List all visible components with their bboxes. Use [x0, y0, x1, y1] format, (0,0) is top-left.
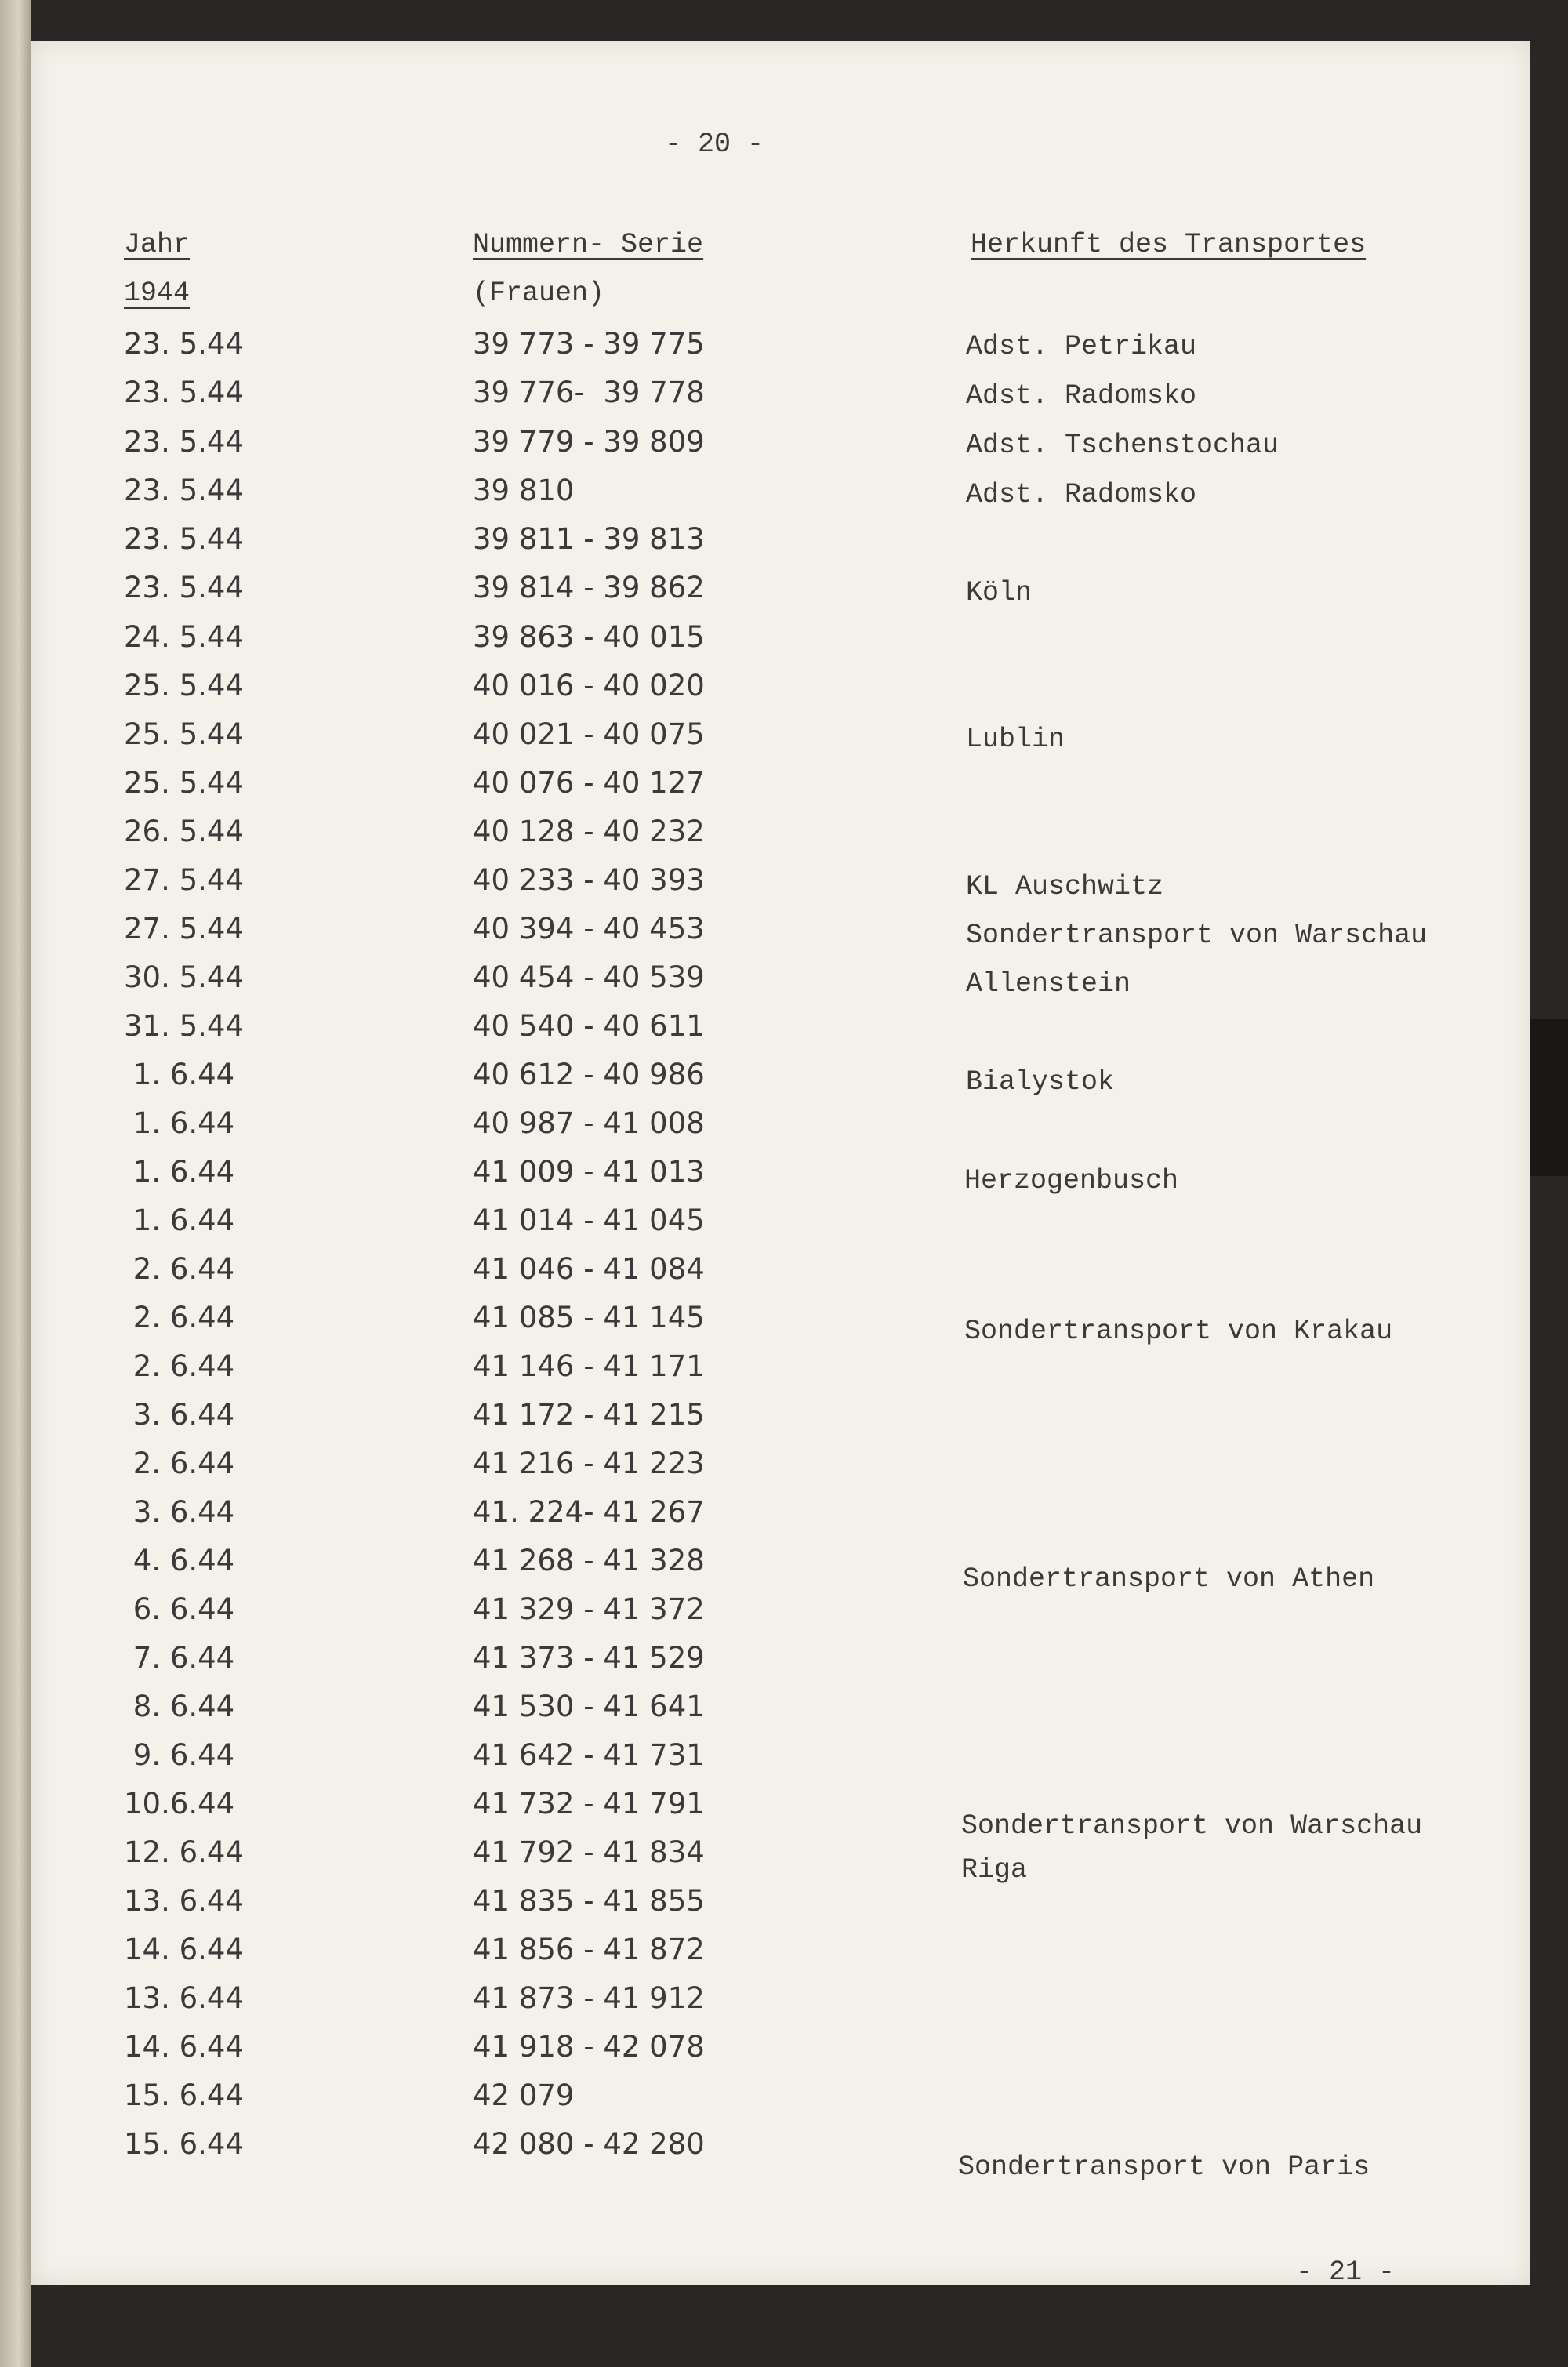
row-date: 2. 6.44 — [124, 1447, 235, 1480]
row-date: 23. 5.44 — [124, 376, 244, 409]
row-series: 39 810 — [473, 474, 575, 507]
row-date: 3. 6.44 — [124, 1398, 235, 1432]
row-series: 40 021 - 40 075 — [473, 717, 705, 751]
row-origin: KL Auschwitz — [966, 871, 1164, 902]
row-date: 30. 5.44 — [124, 960, 244, 994]
row-series: 39 773 - 39 775 — [473, 327, 705, 361]
row-series: 39 814 - 39 862 — [473, 571, 705, 604]
row-origin: Adst. Radomsko — [966, 380, 1197, 412]
row-origin: Adst. Tschenstochau — [966, 430, 1279, 461]
row-series: 40 612 - 40 986 — [473, 1058, 705, 1091]
row-series: 41 009 - 41 013 — [473, 1155, 705, 1189]
row-date: 1. 6.44 — [124, 1203, 235, 1237]
row-date: 26. 5.44 — [124, 815, 244, 848]
header-origin: Herkunft des Transportes — [971, 229, 1367, 260]
header-series-sub: (Frauen) — [473, 278, 605, 309]
row-series: 41 329 - 41 372 — [473, 1592, 705, 1626]
row-date: 25. 5.44 — [124, 717, 244, 751]
row-series: 41 918 - 42 078 — [473, 2030, 705, 2064]
row-origin: Allenstein — [966, 968, 1131, 1000]
row-date: 1. 6.44 — [124, 1106, 235, 1140]
row-origin: Adst. Petrikau — [966, 331, 1197, 362]
row-origin: Bialystok — [966, 1066, 1115, 1098]
row-origin: Sondertransport von Warschau — [961, 1810, 1423, 1842]
row-series: 41 732 - 41 791 — [473, 1787, 705, 1821]
row-series: 41 216 - 41 223 — [473, 1447, 705, 1480]
row-date: 8. 6.44 — [124, 1690, 235, 1723]
row-origin: Köln — [966, 577, 1033, 608]
row-date: 23. 5.44 — [124, 425, 244, 459]
row-series: 41 085 - 41 145 — [473, 1301, 705, 1334]
row-date: 15. 6.44 — [124, 2078, 244, 2112]
row-origin: Sondertransport von Athen — [963, 1563, 1375, 1595]
header-year: Jahr — [124, 229, 191, 260]
row-series: 39 776- 39 778 — [473, 376, 705, 409]
row-date: 6. 6.44 — [124, 1592, 235, 1626]
row-date: 2. 6.44 — [124, 1349, 235, 1383]
row-date: 27. 5.44 — [124, 863, 244, 897]
document-page — [31, 41, 1530, 2288]
row-series: 41 530 - 41 641 — [473, 1690, 705, 1723]
row-origin: Riga — [961, 1854, 1028, 1886]
row-series: 41. 224- 41 267 — [473, 1495, 705, 1529]
row-date: 23. 5.44 — [124, 522, 244, 556]
row-series: 41 014 - 41 045 — [473, 1203, 705, 1237]
row-series: 40 540 - 40 611 — [473, 1009, 705, 1043]
row-date: 2. 6.44 — [124, 1301, 235, 1334]
row-date: 7. 6.44 — [124, 1641, 235, 1675]
row-date: 3. 6.44 — [124, 1495, 235, 1529]
row-date: 25. 5.44 — [124, 669, 244, 702]
row-series: 40 394 - 40 453 — [473, 912, 705, 946]
row-origin: Sondertransport von Warschau — [966, 920, 1428, 951]
row-series: 41 046 - 41 084 — [473, 1252, 705, 1286]
row-date: 10.6.44 — [124, 1787, 235, 1821]
row-series: 41 835 - 41 855 — [473, 1884, 705, 1918]
page-number-top: - 20 - — [665, 129, 764, 160]
row-origin: Adst. Radomsko — [966, 479, 1197, 510]
row-origin: Herzogenbusch — [964, 1165, 1179, 1196]
row-series: 41 373 - 41 529 — [473, 1641, 705, 1675]
row-series: 39 779 - 39 809 — [473, 425, 705, 459]
row-date: 14. 6.44 — [124, 1933, 244, 1966]
row-date: 1. 6.44 — [124, 1155, 235, 1189]
book-binding — [0, 0, 31, 2367]
row-series: 41 856 - 41 872 — [473, 1933, 705, 1966]
row-series: 41 268 - 41 328 — [473, 1544, 705, 1577]
row-series: 39 863 - 40 015 — [473, 620, 705, 654]
row-series: 41 172 - 41 215 — [473, 1398, 705, 1432]
row-series: 40 233 - 40 393 — [473, 863, 705, 897]
row-date: 23. 5.44 — [124, 571, 244, 604]
row-date: 2. 6.44 — [124, 1252, 235, 1286]
row-series: 40 454 - 40 539 — [473, 960, 705, 994]
row-series: 40 128 - 40 232 — [473, 815, 705, 848]
header-series: Nummern- Serie — [473, 229, 704, 260]
row-date: 27. 5.44 — [124, 912, 244, 946]
header-year-value: 1944 — [124, 278, 191, 309]
row-series: 40 076 - 40 127 — [473, 766, 705, 800]
row-date: 4. 6.44 — [124, 1544, 235, 1577]
row-date: 15. 6.44 — [124, 2127, 244, 2161]
row-date: 24. 5.44 — [124, 620, 244, 654]
row-date: 9. 6.44 — [124, 1738, 235, 1772]
row-series: 40 016 - 40 020 — [473, 669, 705, 702]
row-date: 13. 6.44 — [124, 1884, 244, 1918]
row-series: 42 079 — [473, 2078, 575, 2112]
row-date: 23. 5.44 — [124, 327, 244, 361]
row-series: 40 987 - 41 008 — [473, 1106, 705, 1140]
row-origin: Lublin — [966, 724, 1065, 755]
row-date: 25. 5.44 — [124, 766, 244, 800]
row-series: 41 873 - 41 912 — [473, 1981, 705, 2015]
row-series: 41 642 - 41 731 — [473, 1738, 705, 1772]
page-tab — [1530, 1019, 1568, 1176]
row-date: 23. 5.44 — [124, 474, 244, 507]
row-series: 39 811 - 39 813 — [473, 522, 705, 556]
row-date: 12. 6.44 — [124, 1835, 244, 1869]
row-series: 41 792 - 41 834 — [473, 1835, 705, 1869]
row-series: 42 080 - 42 280 — [473, 2127, 705, 2161]
row-date: 31. 5.44 — [124, 1009, 244, 1043]
row-date: 14. 6.44 — [124, 2030, 244, 2064]
row-date: 13. 6.44 — [124, 1981, 244, 2015]
row-origin: Sondertransport von Paris — [958, 2151, 1370, 2183]
row-date: 1. 6.44 — [124, 1058, 235, 1091]
page-number-bottom: - 21 - — [1296, 2256, 1396, 2288]
row-series: 41 146 - 41 171 — [473, 1349, 705, 1383]
row-origin: Sondertransport von Krakau — [964, 1316, 1393, 1347]
